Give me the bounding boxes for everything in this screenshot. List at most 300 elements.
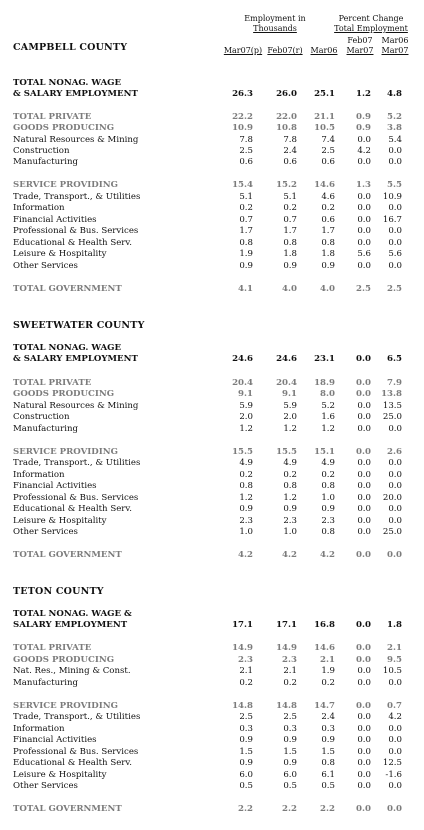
table-row — [0, 701, 424, 712]
row-label: GOODS PRODUCING — [13, 389, 115, 399]
row-value: 25.1 — [314, 89, 335, 99]
row-value: 14.6 — [314, 180, 335, 190]
row-value: 0.9 — [283, 735, 297, 745]
table-row — [0, 215, 424, 226]
row-label: TOTAL PRIVATE — [13, 378, 92, 388]
row-value: 12.5 — [382, 758, 402, 768]
row-value: 10.5 — [314, 123, 335, 133]
employment-title-line1: Employment in — [244, 14, 306, 23]
row-value: 0.2 — [283, 678, 297, 688]
row-value: 1.5 — [239, 747, 253, 757]
row-value: 22.2 — [232, 112, 253, 122]
row-label: SERVICE PROVIDING — [13, 701, 118, 711]
row-value: 2.3 — [238, 655, 253, 665]
col-header-mar07p: Mar07(p) — [223, 46, 263, 55]
row-value: 0.0 — [357, 157, 371, 167]
pct-col1-top: Feb07 — [347, 36, 373, 45]
row-value: 4.0 — [282, 284, 297, 294]
row-value: 26.3 — [232, 89, 253, 99]
row-value: 1.3 — [356, 180, 371, 190]
row-value: 1.5 — [283, 747, 297, 757]
row-value: 3.8 — [387, 123, 402, 133]
row-value: 2.2 — [282, 804, 297, 814]
table-row — [0, 747, 424, 758]
row-label: TOTAL GOVERNMENT — [13, 804, 122, 814]
row-value: 2.0 — [283, 412, 297, 422]
table-row — [0, 804, 424, 815]
row-value: 0.0 — [388, 261, 402, 271]
row-value: 0.0 — [357, 135, 371, 145]
table-row — [0, 412, 424, 423]
table-row — [0, 493, 424, 504]
row-label: Information — [13, 470, 65, 480]
row-value: 0.2 — [321, 678, 335, 688]
row-value: 0.8 — [239, 238, 253, 248]
table-row — [0, 135, 424, 146]
row-value: 4.6 — [321, 192, 335, 202]
row-value: 0.9 — [239, 261, 253, 271]
table-row — [0, 678, 424, 689]
row-value: 9.1 — [238, 389, 253, 399]
row-label: Trade, Transport., & Utilities — [13, 192, 141, 202]
row-value: 2.3 — [282, 655, 297, 665]
row-value: 0.6 — [321, 157, 335, 167]
row-label: Construction — [13, 146, 70, 156]
row-value: 1.7 — [321, 226, 335, 236]
row-value: 1.7 — [239, 226, 253, 236]
row-value: 10.9 — [232, 123, 253, 133]
row-value: 0.9 — [356, 112, 371, 122]
row-value: 1.6 — [321, 412, 335, 422]
row-value: 5.2 — [387, 112, 402, 122]
row-value: 1.2 — [239, 493, 253, 503]
row-label: TOTAL NONAG. WAGE & SALARY EMPLOYMENT — [13, 78, 138, 99]
row-value: 0.0 — [356, 655, 371, 665]
row-label: Educational & Health Serv. — [13, 504, 132, 514]
table-row — [0, 146, 424, 157]
row-value: 0.9 — [321, 504, 335, 514]
row-label: Manufacturing — [13, 157, 78, 167]
row-value: 0.3 — [321, 724, 335, 734]
table-row — [0, 389, 424, 400]
row-value: 0.0 — [357, 493, 371, 503]
table-row — [0, 78, 424, 99]
row-value: 4.2 — [282, 550, 297, 560]
row-label: Leisure & Hospitality — [13, 770, 107, 780]
row-value: 2.5 — [321, 146, 335, 156]
row-value: 0.9 — [239, 758, 253, 768]
table-row — [0, 226, 424, 237]
row-value: 0.0 — [356, 354, 371, 364]
row-value: 24.6 — [232, 354, 253, 364]
row-label: Natural Resources & Mining — [13, 135, 139, 145]
row-value: 0.0 — [357, 401, 371, 411]
row-value: 4.8 — [387, 89, 402, 99]
row-value: 2.0 — [239, 412, 253, 422]
row-value: 8.0 — [320, 389, 335, 399]
row-value: 0.0 — [357, 226, 371, 236]
row-value: 5.2 — [321, 401, 335, 411]
row-value: 5.5 — [387, 180, 402, 190]
row-value: 0.0 — [357, 735, 371, 745]
col-header-pct-mar07-a: Mar07 — [346, 46, 374, 55]
row-value: 1.2 — [321, 424, 335, 434]
row-value: 0.5 — [239, 781, 253, 791]
table-row — [0, 203, 424, 214]
row-value: 0.0 — [388, 781, 402, 791]
row-value: 0.0 — [357, 481, 371, 491]
row-value: 0.2 — [239, 678, 253, 688]
row-label: TOTAL GOVERNMENT — [13, 284, 122, 294]
row-value: 20.4 — [276, 378, 297, 388]
row-label: Professional & Bus. Services — [13, 226, 139, 236]
row-value: 4.9 — [283, 458, 297, 468]
row-label: Information — [13, 203, 65, 213]
row-value: 14.7 — [314, 701, 335, 711]
row-value: 0.8 — [321, 238, 335, 248]
table-row — [0, 758, 424, 769]
row-value: 0.0 — [357, 712, 371, 722]
row-value: 0.9 — [356, 123, 371, 133]
row-value: 7.9 — [387, 378, 402, 388]
row-value: 25.0 — [382, 527, 402, 537]
row-value: 0.0 — [357, 424, 371, 434]
row-value: 0.0 — [357, 412, 371, 422]
row-value: 2.1 — [283, 666, 297, 676]
row-value: 1.2 — [283, 493, 297, 503]
row-value: 0.0 — [356, 643, 371, 653]
row-value: 0.9 — [321, 735, 335, 745]
row-value: 2.5 — [239, 146, 253, 156]
row-value: 15.2 — [276, 180, 297, 190]
row-value: 14.9 — [276, 643, 297, 653]
county-name: CAMPBELL COUNTY — [13, 42, 128, 53]
row-value: 0.0 — [388, 238, 402, 248]
row-label: SERVICE PROVIDING — [13, 180, 118, 190]
table-row — [0, 458, 424, 469]
row-label: Educational & Health Serv. — [13, 758, 132, 768]
percent-title-line2: Total Employment — [334, 24, 408, 33]
county-name: TETON COUNTY — [13, 586, 104, 597]
row-value: 0.2 — [239, 470, 253, 480]
row-value: 1.9 — [321, 666, 335, 676]
row-value: 0.0 — [388, 157, 402, 167]
row-value: 0.2 — [283, 203, 297, 213]
row-value: 0.0 — [357, 527, 371, 537]
row-value: 0.8 — [283, 481, 297, 491]
row-value: 2.3 — [283, 516, 297, 526]
row-value: 0.0 — [357, 781, 371, 791]
row-label: Financial Activities — [13, 481, 97, 491]
row-label: Nat. Res., Mining & Const. — [13, 666, 131, 676]
row-value: 0.0 — [388, 146, 402, 156]
row-value: 5.1 — [283, 192, 297, 202]
row-value: 0.0 — [357, 470, 371, 480]
row-value: 0.0 — [357, 747, 371, 757]
row-value: 0.0 — [388, 470, 402, 480]
row-value: 2.1 — [387, 643, 402, 653]
row-value: 1.0 — [239, 527, 253, 537]
row-value: 2.3 — [239, 516, 253, 526]
table-row — [0, 550, 424, 561]
row-value: 1.8 — [387, 620, 402, 630]
row-value: 6.1 — [321, 770, 335, 780]
row-value: 0.9 — [283, 504, 297, 514]
row-value: 0.0 — [388, 735, 402, 745]
row-value: 0.0 — [357, 516, 371, 526]
row-value: 5.6 — [388, 249, 402, 259]
row-value: 15.1 — [314, 447, 335, 457]
row-value: 0.9 — [321, 261, 335, 271]
row-value: 4.2 — [238, 550, 253, 560]
row-value: 4.9 — [239, 458, 253, 468]
row-value: 2.1 — [320, 655, 335, 665]
row-value: 4.2 — [357, 146, 371, 156]
row-value: 0.0 — [357, 678, 371, 688]
row-label: TOTAL GOVERNMENT — [13, 550, 122, 560]
row-value: 0.0 — [387, 804, 402, 814]
row-value: 14.9 — [232, 643, 253, 653]
row-value: 0.9 — [239, 504, 253, 514]
row-label: Manufacturing — [13, 424, 78, 434]
table-row — [0, 180, 424, 191]
col-header-pct-mar07-b: Mar07 — [381, 46, 409, 55]
row-value: 15.5 — [232, 447, 253, 457]
table-row — [0, 643, 424, 654]
row-value: 0.9 — [283, 261, 297, 271]
row-value: 20.4 — [232, 378, 253, 388]
row-value: 1.2 — [239, 424, 253, 434]
row-label: Trade, Transport., & Utilities — [13, 712, 141, 722]
row-value: 5.9 — [239, 401, 253, 411]
row-value: 16.8 — [314, 620, 335, 630]
row-value: 0.0 — [388, 504, 402, 514]
row-value: 1.5 — [321, 747, 335, 757]
table-row — [0, 343, 424, 364]
table-row — [0, 655, 424, 666]
table-row — [0, 284, 424, 295]
row-label: SERVICE PROVIDING — [13, 447, 118, 457]
row-value: 0.0 — [388, 424, 402, 434]
row-value: 0.0 — [357, 261, 371, 271]
row-value: 0.0 — [357, 504, 371, 514]
row-label: Manufacturing — [13, 678, 78, 688]
row-label: Construction — [13, 412, 70, 422]
row-value: 0.0 — [388, 203, 402, 213]
row-label: Other Services — [13, 527, 78, 537]
row-value: 0.0 — [356, 447, 371, 457]
row-value: 0.2 — [239, 203, 253, 213]
row-label: Information — [13, 724, 65, 734]
row-label: Other Services — [13, 261, 78, 271]
row-value: 2.5 — [283, 712, 297, 722]
row-label: Financial Activities — [13, 215, 97, 225]
row-value: 5.6 — [357, 249, 371, 259]
table-row — [0, 724, 424, 735]
row-value: 1.8 — [321, 249, 335, 259]
row-value: 4.1 — [238, 284, 253, 294]
row-value: 0.6 — [239, 157, 253, 167]
row-value: 21.1 — [314, 112, 335, 122]
row-value: 1.2 — [356, 89, 371, 99]
table-row — [0, 424, 424, 435]
percent-title-line1: Percent Change — [338, 14, 404, 23]
county-name: SWEETWATER COUNTY — [13, 320, 145, 331]
row-value: 5.4 — [388, 135, 402, 145]
row-value: 2.6 — [387, 447, 402, 457]
row-value: 0.0 — [388, 724, 402, 734]
row-value: 15.5 — [276, 447, 297, 457]
row-label: GOODS PRODUCING — [13, 655, 115, 665]
row-value: 2.4 — [283, 146, 297, 156]
table-row — [0, 378, 424, 389]
row-value: 14.6 — [314, 643, 335, 653]
row-value: 0.7 — [283, 215, 297, 225]
row-value: 15.4 — [232, 180, 253, 190]
row-value: 2.5 — [356, 284, 371, 294]
row-label: TOTAL PRIVATE — [13, 112, 92, 122]
row-value: 26.0 — [276, 89, 297, 99]
row-value: 0.5 — [321, 781, 335, 791]
row-value: 0.0 — [388, 747, 402, 757]
row-value: 0.8 — [321, 527, 335, 537]
row-value: 0.9 — [239, 735, 253, 745]
row-value: 13.8 — [381, 389, 402, 399]
row-value: 0.0 — [357, 758, 371, 768]
row-label: GOODS PRODUCING — [13, 123, 115, 133]
table-row — [0, 481, 424, 492]
row-label: Financial Activities — [13, 735, 97, 745]
row-value: 0.3 — [283, 724, 297, 734]
row-value: 0.7 — [239, 215, 253, 225]
row-label: Leisure & Hospitality — [13, 249, 107, 259]
row-value: 0.2 — [283, 470, 297, 480]
row-value: 4.9 — [321, 458, 335, 468]
row-value: 0.0 — [357, 666, 371, 676]
percent-title — [331, 14, 411, 34]
row-label: Professional & Bus. Services — [13, 493, 139, 503]
table-row — [0, 261, 424, 272]
row-value: 0.0 — [356, 620, 371, 630]
row-label: Educational & Health Serv. — [13, 238, 132, 248]
table-row — [0, 401, 424, 412]
employment-title — [235, 14, 315, 34]
row-value: 6.0 — [283, 770, 297, 780]
row-value: 13.5 — [382, 401, 402, 411]
row-value: 14.8 — [232, 701, 253, 711]
row-value: 25.0 — [382, 412, 402, 422]
table-row — [0, 527, 424, 538]
row-value: 4.2 — [320, 550, 335, 560]
row-value: 0.6 — [321, 215, 335, 225]
row-value: 1.2 — [283, 424, 297, 434]
row-value: 7.4 — [321, 135, 335, 145]
row-value: 0.5 — [283, 781, 297, 791]
row-value: 2.5 — [387, 284, 402, 294]
row-value: 0.2 — [321, 203, 335, 213]
table-row — [0, 249, 424, 260]
row-value: 0.8 — [239, 481, 253, 491]
table-row — [0, 192, 424, 203]
table-row — [0, 238, 424, 249]
row-label: Professional & Bus. Services — [13, 747, 139, 757]
row-value: 0.0 — [357, 458, 371, 468]
row-value: 10.9 — [382, 192, 402, 202]
row-value: 17.1 — [276, 620, 297, 630]
row-value: 23.1 — [314, 354, 335, 364]
col-header-mar06: Mar06 — [310, 46, 338, 55]
row-value: 0.8 — [321, 758, 335, 768]
table-row — [0, 735, 424, 746]
row-value: 2.2 — [238, 804, 253, 814]
row-value: 0.0 — [357, 770, 371, 780]
row-label: Natural Resources & Mining — [13, 401, 139, 411]
row-value: 0.0 — [356, 378, 371, 388]
row-value: 6.5 — [387, 354, 402, 364]
row-value: 22.0 — [276, 112, 297, 122]
row-value: 24.6 — [276, 354, 297, 364]
row-value: 0.9 — [283, 758, 297, 768]
row-value: 17.1 — [232, 620, 253, 630]
table-row — [0, 712, 424, 723]
row-value: 2.1 — [239, 666, 253, 676]
row-value: 0.0 — [357, 238, 371, 248]
table-row — [0, 447, 424, 458]
row-value: 0.3 — [239, 724, 253, 734]
table-row — [0, 609, 424, 630]
row-value: 0.6 — [283, 157, 297, 167]
table-row — [0, 504, 424, 515]
row-value: 14.8 — [276, 701, 297, 711]
row-value: 0.0 — [388, 678, 402, 688]
row-value: 2.5 — [239, 712, 253, 722]
row-value: 0.0 — [387, 550, 402, 560]
row-value: 1.0 — [321, 493, 335, 503]
row-value: 16.7 — [382, 215, 402, 225]
row-value: 0.0 — [388, 516, 402, 526]
row-value: 20.0 — [382, 493, 402, 503]
table-row — [0, 112, 424, 123]
table-row — [0, 470, 424, 481]
table-row — [0, 516, 424, 527]
row-value: 1.9 — [239, 249, 253, 259]
row-value: 0.0 — [357, 192, 371, 202]
row-value: 4.2 — [388, 712, 402, 722]
table-row — [0, 666, 424, 677]
row-value: 7.8 — [283, 135, 297, 145]
row-value: 0.0 — [388, 226, 402, 236]
row-label: TOTAL NONAG. WAGE & SALARY EMPLOYMENT — [13, 609, 132, 630]
employment-title-line2: Thousands — [253, 24, 297, 33]
row-value: 18.9 — [314, 378, 335, 388]
row-value: 0.0 — [356, 701, 371, 711]
row-value: 0.8 — [321, 481, 335, 491]
row-value: -1.6 — [385, 770, 402, 780]
row-value: 0.0 — [388, 481, 402, 491]
row-value: 1.7 — [283, 226, 297, 236]
row-value: 9.1 — [282, 389, 297, 399]
row-value: 2.4 — [321, 712, 335, 722]
row-value: 6.0 — [239, 770, 253, 780]
row-value: 0.0 — [356, 804, 371, 814]
row-value: 0.2 — [321, 470, 335, 480]
row-value: 0.0 — [357, 203, 371, 213]
row-value: 0.0 — [356, 389, 371, 399]
row-label: TOTAL NONAG. WAGE & SALARY EMPLOYMENT — [13, 343, 138, 364]
pct-col2-top: Mar06 — [381, 36, 409, 45]
row-value: 1.0 — [283, 527, 297, 537]
row-value: 10.5 — [382, 666, 402, 676]
